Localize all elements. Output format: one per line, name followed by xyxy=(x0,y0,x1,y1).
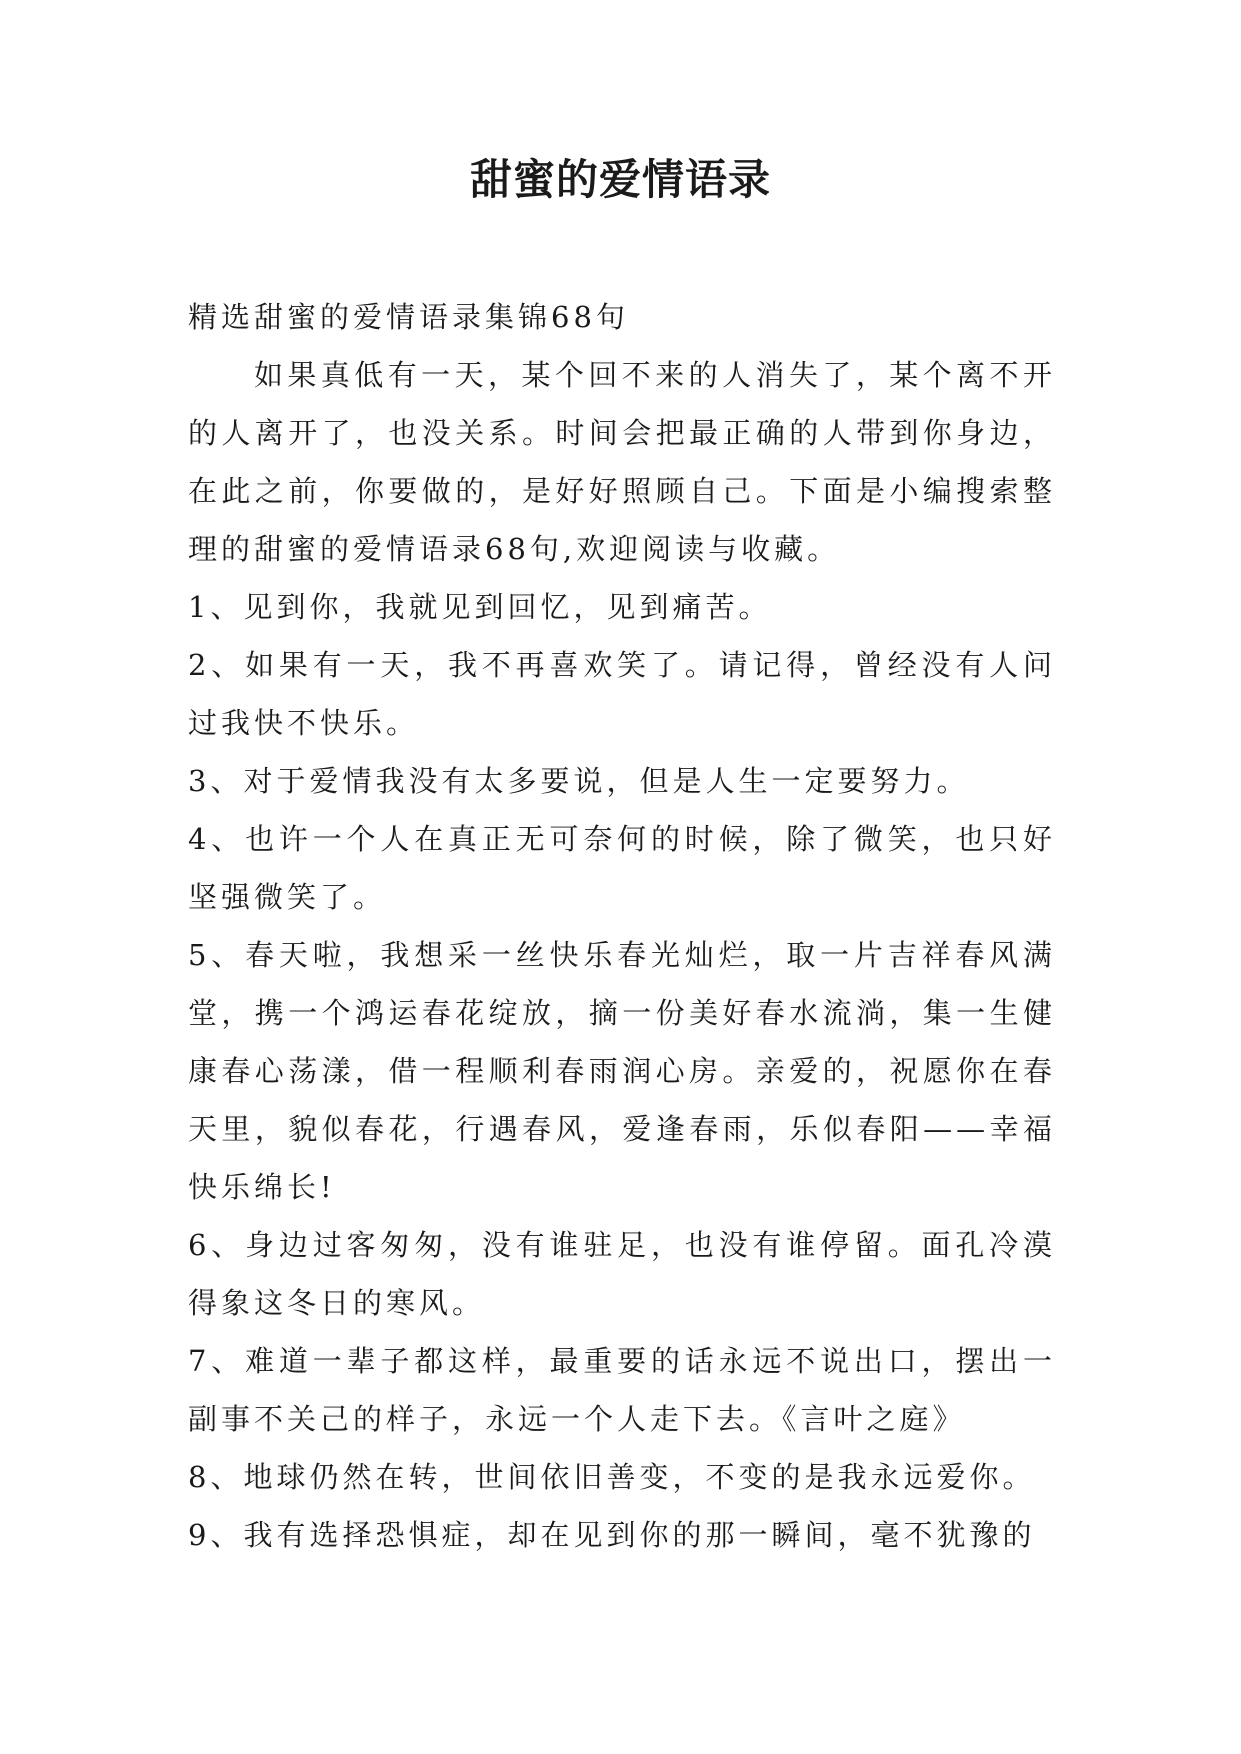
document-subtitle: 精选甜蜜的爱情语录集锦68句 xyxy=(188,300,629,334)
intro-paragraph: 如果真低有一天，某个回不来的人消失了，某个离不开的人离开了，也没关系。时间会把最正确的人带到你身边，在此之前，你要做的，是好好照顾自己。下面是小编搜索整理的甜蜜的爱情语录68句,欢迎阅读与收藏。 xyxy=(188,358,1056,566)
list-item: 2、如果有一天，我不再喜欢笑了。请记得，曾经没有人问过我快不快乐。 xyxy=(188,648,1056,740)
list-item: 3、对于爱情我没有太多要说，但是人生一定要努力。 xyxy=(188,764,970,798)
list-item: 8、地球仍然在转，世间依旧善变，不变的是我永远爱你。 xyxy=(188,1460,1036,1494)
list-item: 6、身边过客匆匆，没有谁驻足，也没有谁停留。面孔冷漠得象这冬日的寒风。 xyxy=(188,1228,1056,1320)
list-item: 7、难道一辈子都这样，最重要的话永远不说出口，摆出一副事不关己的样子，永远一个人走下去。《言叶之庭》 xyxy=(188,1344,1056,1436)
document-body xyxy=(188,288,1056,1564)
list-item: 5、春天啦，我想采一丝快乐春光灿烂，取一片吉祥春风满堂，携一个鸿运春花绽放，摘一份美好春水流淌，集一生健康春心荡漾，借一程顺利春雨润心房。亲爱的，祝愿你在春天里，貌似春花，行遇春风，爱逢春雨，乐似春阳——幸福快乐绵长! xyxy=(188,938,1056,1204)
document-title: 甜蜜的爱情语录 xyxy=(469,155,771,204)
list-item: 9、我有选择恐惧症，却在见到你的那一瞬间，毫不犹豫的 xyxy=(188,1518,1036,1552)
list-item: 4、也许一个人在真正无可奈何的时候，除了微笑，也只好坚强微笑了。 xyxy=(188,822,1056,914)
list-item: 1、见到你，我就见到回忆，见到痛苦。 xyxy=(188,590,772,624)
